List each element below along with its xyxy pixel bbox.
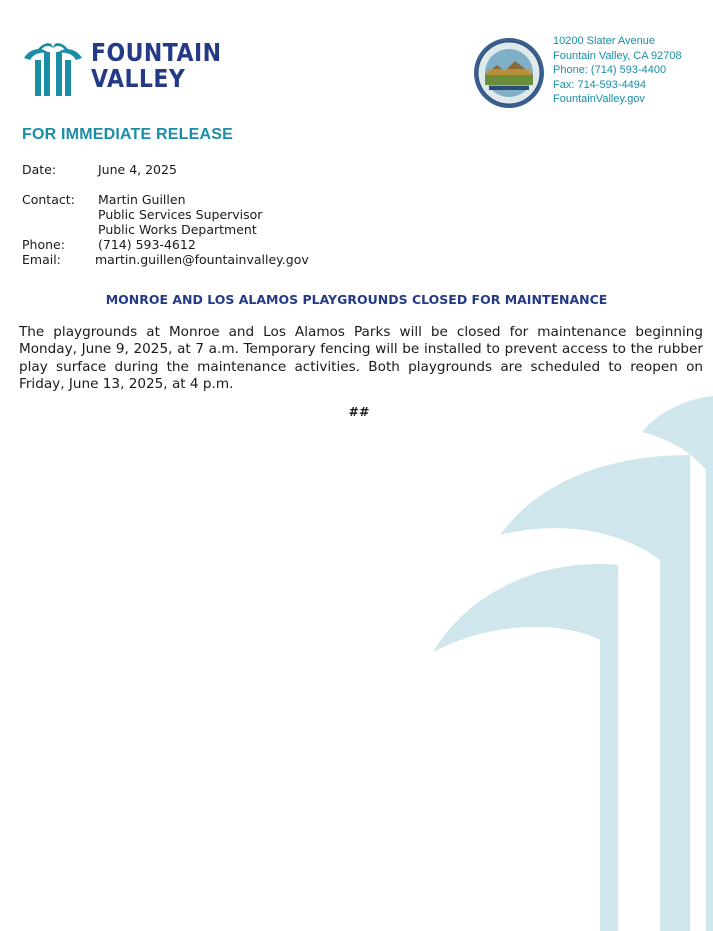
- contact-title: Public Services Supervisor: [98, 207, 263, 222]
- address-fax: Fax: 714-593-4494: [553, 78, 646, 91]
- fountain-logo-icon: [22, 38, 84, 96]
- release-heading: FOR IMMEDIATE RELEASE: [22, 126, 234, 143]
- email-value: martin.guillen@fountainvalley.gov: [95, 252, 309, 267]
- release-body: The playgrounds at Monroe and Los Alamos Parks will be closed for maintenance beginning Monday, June 9, 2025, at 7 a.m. Temporary fencing will be installed to prevent access to the rubber play surface during the maintenance activities. Both playgrounds are scheduled to reopen on Friday, June 13, 2025, at 4 p.m.: [19, 324, 703, 392]
- logo-wordmark-line1: FOUNTAIN: [91, 38, 222, 67]
- city-seal-icon: [473, 37, 545, 109]
- address-phone: Phone: (714) 593-4400: [553, 64, 667, 77]
- address-street: 10200 Slater Avenue: [553, 35, 655, 47]
- address-city: Fountain Valley, CA 92708: [553, 49, 682, 62]
- date-value: June 4, 2025: [98, 162, 177, 177]
- phone-label: Phone:: [22, 237, 65, 252]
- contact-label: Contact:: [22, 192, 75, 207]
- contact-name: Martin Guillen: [98, 192, 186, 207]
- release-headline: MONROE AND LOS ALAMOS PLAYGROUNDS CLOSED FOR MAINTENANCE: [105, 292, 608, 307]
- email-label: Email:: [22, 252, 61, 267]
- phone-value: (714) 593-4612: [98, 237, 196, 252]
- contact-department: Public Works Department: [98, 222, 257, 237]
- end-mark: ##: [348, 404, 370, 419]
- logo-wordmark-line2: VALLEY: [91, 64, 186, 93]
- address-website: FountainValley.gov: [553, 93, 645, 106]
- date-label: Date:: [22, 162, 57, 177]
